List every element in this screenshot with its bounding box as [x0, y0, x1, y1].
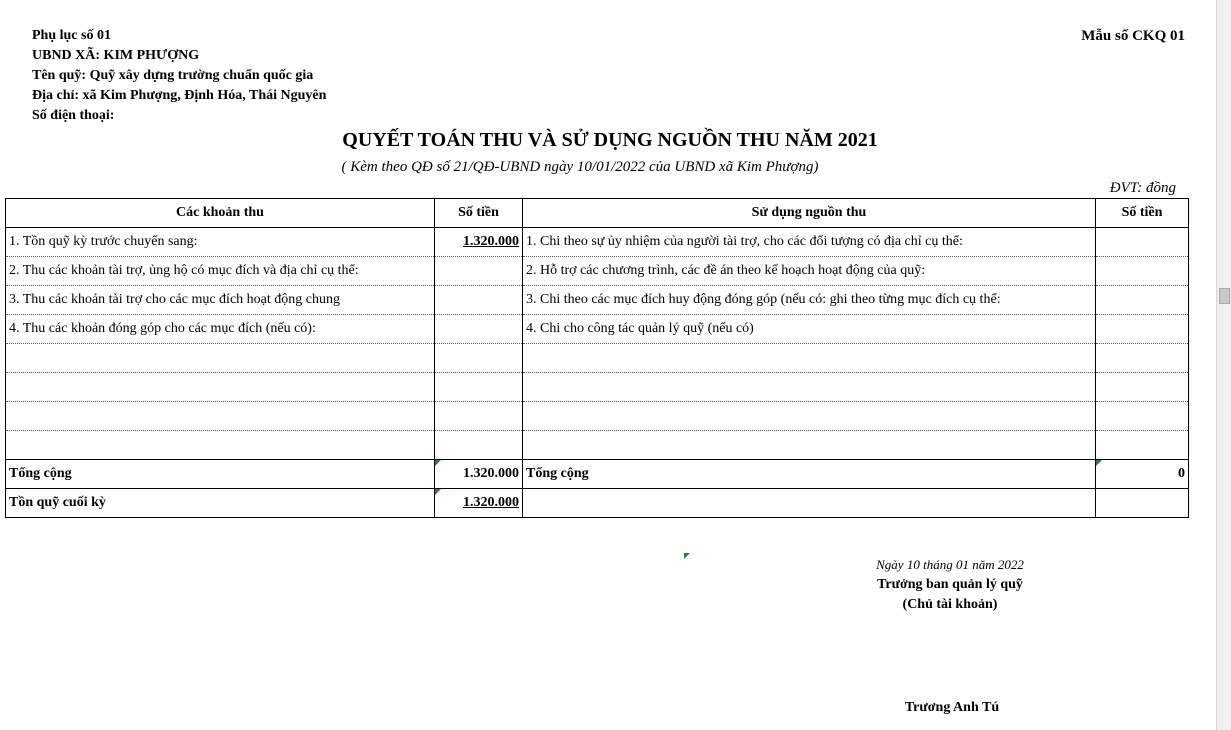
income-cell[interactable]: 1. Tồn quỹ kỳ trước chuyển sang: [6, 228, 435, 257]
usage-amount-cell[interactable] [1096, 257, 1189, 286]
empty-cell[interactable] [6, 402, 435, 431]
empty-row [6, 344, 1189, 373]
ending-balance-row [6, 489, 1189, 518]
signature-role-sub: (Chủ tài khoản) [902, 597, 998, 612]
income-cell[interactable]: 4. Thu các khoản đóng góp cho các mục đích (nếu có): [6, 315, 435, 344]
empty-cell[interactable] [6, 373, 435, 402]
usage-amount-cell[interactable] [1096, 315, 1189, 344]
income-amount-cell[interactable] [435, 286, 523, 315]
document-title: QUYẾT TOÁN THU VÀ SỬ DỤNG NGUỒN THU NĂM 2021 [342, 129, 878, 151]
empty-cell[interactable] [1096, 373, 1189, 402]
empty-row [6, 373, 1189, 402]
address: Địa chỉ: xã Kim Phượng, Định Hóa, Thái Nguyên [32, 88, 327, 103]
form-code: Mẫu số CKQ 01 [1081, 28, 1185, 44]
empty-row [6, 402, 1189, 431]
empty-cell[interactable] [435, 431, 523, 460]
empty-cell[interactable] [1096, 489, 1189, 518]
total-usage-label[interactable]: Tổng cộng [523, 460, 1096, 489]
table-header-row [6, 199, 1189, 228]
income-cell[interactable]: 2. Thu các khoản tài trợ, ủng hộ có mục đích và địa chỉ cụ thể: [6, 257, 435, 286]
table-row [6, 286, 1189, 315]
empty-cell[interactable] [435, 373, 523, 402]
empty-cell[interactable] [435, 402, 523, 431]
ending-balance-amount[interactable]: 1.320.000 [435, 489, 523, 518]
total-income-label[interactable]: Tổng cộng [6, 460, 435, 489]
usage-amount-cell[interactable] [1096, 286, 1189, 315]
document-subtitle: ( Kèm theo QĐ số 21/QĐ-UBND ngày 10/01/2022 của UBND xã Kim Phượng) [341, 159, 819, 175]
usage-cell[interactable]: 1. Chi theo sự ủy nhiệm của người tài trợ, cho các đối tượng có địa chỉ cụ thể: [523, 228, 1096, 257]
scrollbar-thumb[interactable] [1219, 288, 1230, 304]
usage-cell[interactable]: 4. Chi cho công tác quản lý quỹ (nếu có) [523, 315, 1096, 344]
usage-cell[interactable]: 3. Chi theo các mục đích huy động đóng góp (nếu có: ghi theo từng mục đích cụ thể: [523, 286, 1096, 315]
agency-label: UBND XÃ: KIM PHƯỢNG [32, 48, 200, 63]
header-income: Các khoản thu [6, 199, 435, 228]
fund-name: Tên quỹ: Quỹ xây dựng trường chuẩn quốc gia [32, 68, 314, 83]
empty-cell[interactable] [1096, 431, 1189, 460]
empty-cell[interactable] [435, 344, 523, 373]
empty-cell[interactable] [523, 373, 1096, 402]
empty-cell[interactable] [523, 489, 1096, 518]
empty-cell[interactable] [6, 344, 435, 373]
empty-cell[interactable] [523, 402, 1096, 431]
signer-name: Trương Anh Tú [904, 700, 1000, 715]
table-row [6, 315, 1189, 344]
vertical-scrollbar[interactable] [1216, 0, 1231, 730]
income-amount-cell[interactable]: 1.320.000 [435, 228, 523, 257]
income-cell[interactable]: 3. Thu các khoản tài trợ cho các mục đích hoạt động chung [6, 286, 435, 315]
ending-balance-label[interactable]: Tồn quỹ cuối kỳ [6, 489, 435, 518]
total-income-amount[interactable]: 1.320.000 [435, 460, 523, 489]
phone: Số điện thoại: [32, 108, 115, 123]
empty-cell[interactable] [1096, 402, 1189, 431]
total-usage-amount[interactable]: 0 [1096, 460, 1189, 489]
table-row [6, 228, 1189, 257]
empty-cell[interactable] [6, 431, 435, 460]
unit-label: ĐVT: đồng [1109, 180, 1176, 196]
cell-comment-marker [684, 553, 690, 559]
table-row [6, 257, 1189, 286]
signature-role: Trưởng ban quản lý quỹ [877, 577, 1023, 592]
header-income-amount: Số tiền [435, 199, 523, 228]
empty-row [6, 431, 1189, 460]
empty-cell[interactable] [523, 344, 1096, 373]
usage-amount-cell[interactable] [1096, 228, 1189, 257]
income-amount-cell[interactable] [435, 257, 523, 286]
header-usage: Sử dụng nguồn thu [523, 199, 1096, 228]
empty-cell[interactable] [1096, 344, 1189, 373]
header-usage-amount: Số tiền [1096, 199, 1189, 228]
usage-cell[interactable]: 2. Hỗ trợ các chương trình, các đề án theo kế hoạch hoạt động của quỹ: [523, 257, 1096, 286]
income-amount-cell[interactable] [435, 315, 523, 344]
signature-date: Ngày 10 tháng 01 năm 2022 [876, 557, 1024, 572]
total-row [6, 460, 1189, 489]
settlement-table [5, 198, 1189, 518]
empty-cell[interactable] [523, 431, 1096, 460]
appendix-label: Phụ lục số 01 [32, 28, 111, 43]
